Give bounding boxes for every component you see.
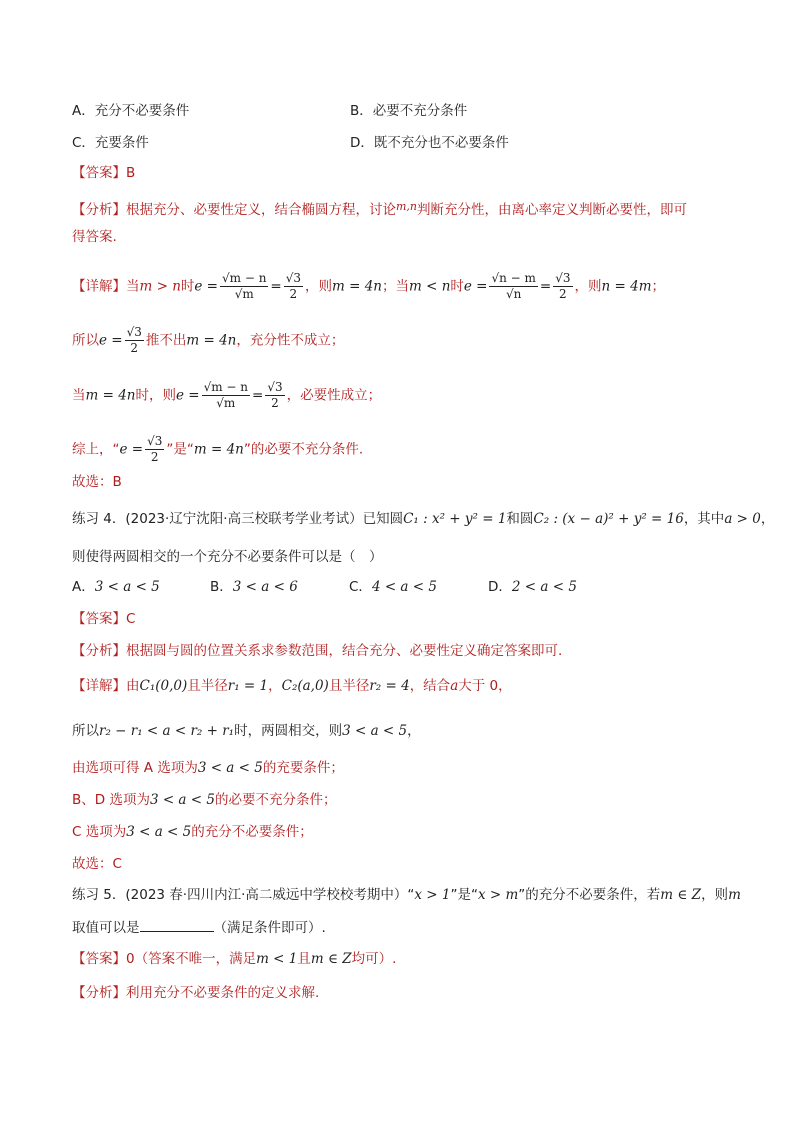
q5-answer <box>72 949 396 969</box>
equals: = <box>270 278 282 295</box>
fraction-denominator: 2 <box>289 287 298 301</box>
q4-option-c <box>349 577 437 597</box>
q3-detail-line <box>72 271 665 302</box>
text: ”是“ <box>166 441 194 458</box>
analysis-text: 根据圆与圆的位置关系求参数范围，结合充分、必要性定义确定答案即可. <box>126 643 563 659</box>
fraction-denominator: 2 <box>130 341 139 355</box>
text: ， <box>760 511 775 527</box>
math: r₂ = 4 <box>369 678 410 694</box>
q3-answer <box>72 163 135 183</box>
q5-analysis <box>72 983 319 1003</box>
text: 的充要条件； <box>262 760 344 776</box>
math: C₂(a,0) <box>281 678 329 694</box>
question-stem: 取值可以是 <box>72 920 140 936</box>
math: n = 4m <box>601 278 652 295</box>
math: m <box>728 887 741 903</box>
q4-option-b <box>210 577 298 597</box>
option-label: C． <box>349 579 372 595</box>
q3-choose <box>72 472 122 492</box>
math: 3 < a < 5 <box>94 579 160 595</box>
math: 2 < a < 5 <box>511 579 577 595</box>
text: 大于 0， <box>458 678 512 694</box>
fraction-denominator: √n <box>506 287 522 301</box>
math: x > 1 <box>414 887 451 903</box>
math: m > n <box>139 278 181 295</box>
math: a > 0 <box>724 511 761 527</box>
q4-detail-line2 <box>72 721 421 741</box>
math: a <box>450 678 459 694</box>
fraction-denominator: √m <box>216 396 236 410</box>
math: 3 < a < 5 <box>342 723 408 739</box>
q4-stem-line1 <box>72 509 774 529</box>
analysis-tag: 【分析】 <box>72 202 126 218</box>
text: （满足条件即可）. <box>213 920 326 936</box>
text: 时 <box>180 278 195 295</box>
answer-tag: 【答案】 <box>72 611 126 627</box>
fraction-denominator: 2 <box>271 396 279 410</box>
text: 由选项可得 A 选项为 <box>72 760 198 776</box>
math: e = <box>99 332 123 349</box>
text: 时 <box>450 278 464 295</box>
text: ”的必要不充分条件. <box>243 441 364 458</box>
fraction <box>265 380 284 411</box>
math: m = 4n <box>193 441 244 458</box>
text: 且半径 <box>328 678 370 694</box>
text: 当 <box>72 387 86 404</box>
math: r₁ = 1 <box>227 678 269 694</box>
text: ，则 <box>574 278 602 295</box>
analysis-tag: 【分析】 <box>72 985 126 1001</box>
text: 和圆 <box>506 511 534 527</box>
fraction-numerator: √3 <box>147 434 163 448</box>
option-label: B． <box>210 579 233 595</box>
math: x > m <box>477 887 519 903</box>
math: m = 4n <box>186 332 237 349</box>
option-label: D． <box>488 579 512 595</box>
math: m < n <box>409 278 451 295</box>
math: 3 < a < 5 <box>149 792 215 808</box>
question-stem: 练习 4．(2023·辽宁沈阳·高三校联考学业考试）已知圆 <box>72 511 404 527</box>
math: C₂ : (x − a)² + y² = 16 <box>533 511 684 527</box>
math: m < 1 <box>256 951 298 967</box>
fraction-numerator: √3 <box>555 271 571 285</box>
q4-option-d <box>488 577 577 597</box>
q3-analysis-line2 <box>72 227 117 247</box>
math: m = 4n <box>85 387 136 404</box>
analysis-text: 得答案. <box>72 229 117 245</box>
text: 的充分不必要条件； <box>191 824 313 840</box>
text: 所以 <box>72 723 99 739</box>
q4-choose <box>72 854 122 874</box>
fraction-numerator: √3 <box>285 271 302 285</box>
detail-tag: 【详解】 <box>72 678 126 694</box>
math-mn: m,n <box>396 200 418 213</box>
answer-tag: 【答案】 <box>72 951 126 967</box>
question-stem: 练习 5．(2023 春·四川内江·高二威远中学校校考期中）“ <box>72 887 415 903</box>
analysis-text: 判断充分性，由离心率定义判断必要性，即可 <box>417 202 688 218</box>
analysis-text: 根据充分、必要性定义，结合椭圆方程，讨论 <box>126 202 396 218</box>
q4-analysis <box>72 641 562 661</box>
fraction-denominator: 2 <box>559 287 567 301</box>
option-b: B．必要不充分条件 <box>350 103 468 119</box>
option-c: C．充要条件 <box>72 135 149 151</box>
text: 0（答案不唯一，满足 <box>126 951 257 967</box>
text: 当 <box>126 278 140 295</box>
q4-detail-line3 <box>72 758 344 778</box>
fraction-numerator: √n − m <box>491 271 536 285</box>
option-a: A．充分不必要条件 <box>72 103 190 119</box>
q4-stem-line2 <box>72 547 383 567</box>
text: ，充分性不成立； <box>236 332 345 349</box>
option-d: D．既不充分也不必要条件 <box>350 135 509 151</box>
fraction <box>202 380 250 411</box>
math: e = <box>194 278 218 295</box>
text: ；当 <box>382 278 409 295</box>
q3-analysis-line1 <box>72 197 687 220</box>
text: 由 <box>126 678 140 694</box>
analysis-tag: 【分析】 <box>72 643 126 659</box>
text: ，其中 <box>683 511 725 527</box>
text: ； <box>651 278 665 295</box>
fraction <box>125 325 144 356</box>
text: 所以 <box>72 332 99 349</box>
text: B、D 选项为 <box>72 792 150 808</box>
analysis-text: 利用充分不必要条件的定义求解. <box>126 985 320 1001</box>
q4-detail-line5 <box>72 822 313 842</box>
fraction-denominator: √m <box>234 287 254 301</box>
fraction <box>284 271 303 302</box>
choose-text: 故选：C <box>72 856 122 872</box>
text: 的必要不充分条件； <box>214 792 337 808</box>
fraction-numerator: √3 <box>267 380 283 394</box>
text: 时，则 <box>135 387 176 404</box>
text: C 选项为 <box>72 824 127 840</box>
text: ， <box>407 723 421 739</box>
text: ，则 <box>305 278 333 295</box>
fraction-numerator: √3 <box>126 325 142 339</box>
text: 综上，“ <box>72 441 120 458</box>
text: ，则 <box>701 887 729 903</box>
text: 均可）. <box>351 951 397 967</box>
q4-detail-line1 <box>72 676 512 696</box>
q4-option-a <box>72 577 160 597</box>
answer-value: C <box>126 611 136 627</box>
fraction <box>553 271 572 302</box>
q5-stem-line2 <box>72 917 326 938</box>
text: ”的充分不必要条件，若 <box>518 887 661 903</box>
text: ，结合 <box>409 678 451 694</box>
math: e = <box>175 387 200 404</box>
math: 3 < a < 5 <box>126 824 192 840</box>
math: C₁(0,0) <box>139 678 188 694</box>
q3-step2 <box>72 380 381 411</box>
detail-tag: 【详解】 <box>72 278 126 295</box>
math: r₂ − r₁ < a < r₂ + r₁ <box>99 723 235 739</box>
text: ， <box>268 678 282 694</box>
fraction <box>220 271 268 302</box>
math: C₁ : x² + y² = 1 <box>403 511 507 527</box>
text: 时，两圆相交，则 <box>234 723 343 739</box>
q4-detail-line4 <box>72 790 336 810</box>
choose-text: 故选：B <box>72 474 122 490</box>
equals: = <box>252 387 264 404</box>
answer-value: B <box>126 165 136 181</box>
fraction-numerator: √m − n <box>203 380 249 394</box>
q3-step3 <box>72 434 363 465</box>
fraction <box>489 271 537 302</box>
text: 且半径 <box>187 678 228 694</box>
fraction <box>145 434 164 465</box>
fraction-denominator: 2 <box>150 450 159 464</box>
fraction-numerator: √m − n <box>221 271 267 285</box>
text: ”是“ <box>450 887 478 903</box>
option-label: A． <box>72 579 95 595</box>
math: m ∈ Z <box>660 887 702 903</box>
equals: = <box>539 278 552 295</box>
text: 推不出 <box>145 332 187 349</box>
q5-stem-line1 <box>72 885 741 905</box>
q3-step1 <box>72 325 344 356</box>
text: ，必要性成立； <box>286 387 382 404</box>
question-stem: 则使得两圆相交的一个充分不必要条件可以是（ ） <box>72 549 383 565</box>
text: 且 <box>297 951 311 967</box>
answer-tag: 【答案】 <box>72 165 126 181</box>
answer-blank[interactable] <box>140 917 214 932</box>
q4-answer <box>72 609 135 629</box>
math: m = 4n <box>332 278 382 295</box>
math: e = <box>463 278 488 295</box>
math: 3 < a < 5 <box>197 760 263 776</box>
math: 4 < a < 5 <box>371 579 437 595</box>
math: 3 < a < 6 <box>232 579 298 595</box>
math: m ∈ Z <box>310 951 352 967</box>
math: e = <box>119 441 144 458</box>
